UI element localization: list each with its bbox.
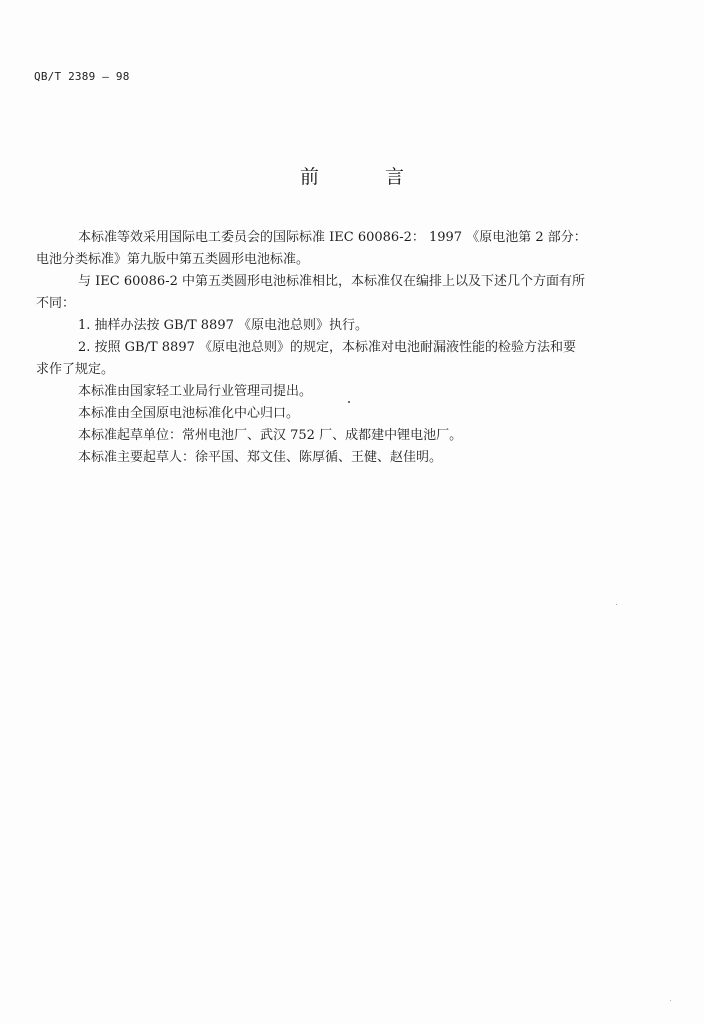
paragraph-line: 本标准主要起草人：徐平国、郑文佳、陈厚循、王健、赵佳明。	[78, 450, 443, 465]
paragraph-line: 与 IEC 60086-2 中第五类圆形电池标准相比，本标准仅在编排上以及下述几个方面有所	[78, 274, 585, 289]
list-item-leakage	[36, 337, 618, 381]
page-title: 前 言	[299, 166, 435, 188]
paragraph-drafting-units	[36, 425, 618, 447]
foreword-body	[36, 227, 618, 469]
paragraph-line: 2. 按照 GB/T 8897 《原电池总则》的规定，本标准对电池耐漏液性能的检验方法和要	[78, 340, 577, 355]
paragraph-adoption	[36, 227, 618, 271]
paragraph-line: 电池分类标准》第九版中第五类圆形电池标准。	[36, 252, 310, 267]
paragraph-centralized-by	[36, 403, 618, 425]
list-item-sampling	[36, 315, 618, 337]
paragraph-line: 本标准起草单位：常州电池厂、武汉 752 厂、成都建中锂电池厂。	[78, 428, 463, 443]
scan-speck	[670, 1000, 671, 1001]
scan-speck	[616, 604, 617, 605]
paragraph-drafters	[36, 447, 618, 469]
paragraph-line: 不同：	[36, 296, 76, 311]
scan-speck	[348, 401, 350, 403]
paragraph-line: 本标准等效采用国际电工委员会的国际标准 IEC 60086-2： 1997 《原电池第 2 部分：	[78, 230, 587, 245]
paragraph-proposed-by	[36, 381, 618, 403]
paragraph-line: 本标准由全国原电池标准化中心归口。	[78, 406, 300, 421]
paragraph-line: 求作了规定。	[36, 362, 115, 377]
paragraph-line: 1. 抽样办法按 GB/T 8897 《原电池总则》执行。	[78, 318, 369, 333]
paragraph-differences	[36, 271, 618, 315]
standard-number: QB/T 2389 — 98	[34, 70, 130, 83]
paragraph-line: 本标准由国家轻工业局行业管理司提出。	[78, 384, 313, 399]
